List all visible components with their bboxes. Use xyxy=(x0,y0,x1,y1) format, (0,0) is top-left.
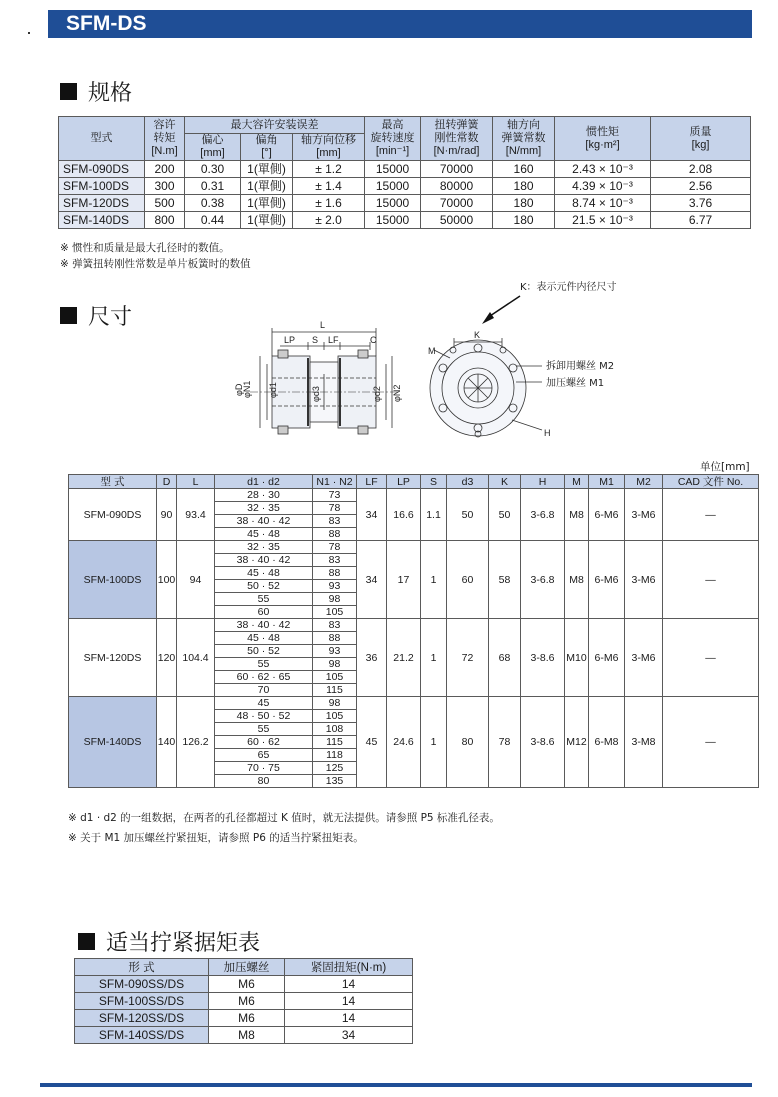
torque-cell-screw: M6 xyxy=(209,993,285,1010)
spec-header-misalign: 最大容许安装误差 xyxy=(185,117,365,134)
spec-header-mass: 质量 [kg] xyxy=(651,117,751,161)
dims-cell-bore-n: 93 xyxy=(313,580,357,593)
dims-cell-bore-d: 55 xyxy=(215,593,313,606)
spec-header-torque: 容许 转矩 [N.m] xyxy=(145,117,185,161)
spec-cell-axial_spring: 180 xyxy=(493,212,555,229)
dims-header-cell: d3 xyxy=(447,475,489,489)
dims-header-cell: L xyxy=(177,475,215,489)
dims-cell-LF: 34 xyxy=(357,541,387,619)
torque-cell-model: SFM-100SS/DS xyxy=(75,993,209,1010)
page-title: SFM-DS xyxy=(66,12,147,35)
dims-cell-M: M8 xyxy=(565,541,589,619)
dims-section-heading xyxy=(60,300,132,331)
spec-cell-stiff: 50000 xyxy=(421,212,493,229)
spec-cell-model: SFM-140DS xyxy=(59,212,145,229)
dims-header-cell: H xyxy=(521,475,565,489)
spec-cell-axial: ± 2.0 xyxy=(293,212,365,229)
spec-cell-stiff: 80000 xyxy=(421,178,493,195)
dims-cell-bore-n: 115 xyxy=(313,684,357,697)
m2-label: 拆卸用螺丝 M2 xyxy=(546,361,615,372)
dims-cell-bore-n: 83 xyxy=(313,515,357,528)
dim-label-N1: φN1 xyxy=(242,380,252,398)
dims-model-cell: SFM-090DS xyxy=(69,489,157,541)
header-bar xyxy=(48,10,752,38)
spec-cell-speed: 15000 xyxy=(365,212,421,229)
dims-cell-H: 3-8.6 xyxy=(521,619,565,697)
dims-model-cell: SFM-120DS xyxy=(69,619,157,697)
spec-cell-axial_spring: 180 xyxy=(493,178,555,195)
dims-header-cell: D xyxy=(157,475,177,489)
dims-cell-cad: — xyxy=(663,697,759,788)
dims-cell-bore-n: 88 xyxy=(313,528,357,541)
dims-cell-M: M10 xyxy=(565,619,589,697)
dims-cell-bore-d: 45 · 48 xyxy=(215,567,313,580)
spec-cell-mass: 3.76 xyxy=(651,195,751,212)
dims-cell-bore-n: 83 xyxy=(313,554,357,567)
dims-cell-bore-d: 32 · 35 xyxy=(215,541,313,554)
dims-header-cell: M xyxy=(565,475,589,489)
dim-label-H: H xyxy=(544,428,551,438)
spec-header-speed: 最高 旋转速度 [min⁻¹] xyxy=(365,117,421,161)
dims-cell-K: 58 xyxy=(489,541,521,619)
spec-cell-mass: 2.08 xyxy=(651,161,751,178)
dims-row xyxy=(69,697,759,710)
dims-header-cell: d1 · d2 xyxy=(215,475,313,489)
spec-note-1: ※ 惯性和质量是最大孔径时的数值。 xyxy=(60,242,230,254)
spec-cell-torque: 800 xyxy=(145,212,185,229)
spec-cell-torque: 300 xyxy=(145,178,185,195)
torque-cell-torque: 14 xyxy=(285,1010,413,1027)
dims-cell-S: 1.1 xyxy=(421,489,447,541)
torque-cell-torque: 14 xyxy=(285,993,413,1010)
dims-cell-L: 104.4 xyxy=(177,619,215,697)
dims-cell-H: 3-8.6 xyxy=(521,697,565,788)
dim-label-L: L xyxy=(320,320,326,330)
spec-cell-stiff: 70000 xyxy=(421,195,493,212)
corner-mark xyxy=(28,32,30,34)
dims-cell-bore-d: 60 · 62 · 65 xyxy=(215,671,313,684)
dims-header-cell: K xyxy=(489,475,521,489)
dims-cell-D: 90 xyxy=(157,489,177,541)
spec-section-title: 规格 xyxy=(88,81,133,106)
dims-cell-LP: 16.6 xyxy=(387,489,421,541)
dims-cell-bore-d: 45 · 48 xyxy=(215,528,313,541)
spec-cell-model: SFM-120DS xyxy=(59,195,145,212)
spec-table xyxy=(58,116,751,229)
spec-header-model: 型式 xyxy=(59,117,145,161)
dims-cell-bore-d: 50 · 52 xyxy=(215,645,313,658)
spec-cell-angle: 1(單側) xyxy=(241,178,293,195)
spec-cell-angle: 1(單側) xyxy=(241,212,293,229)
dims-cell-bore-d: 28 · 30 xyxy=(215,489,313,502)
dims-cell-L: 93.4 xyxy=(177,489,215,541)
dims-cell-LF: 34 xyxy=(357,489,387,541)
dims-cell-L: 94 xyxy=(177,541,215,619)
dims-cell-M2: 3-M6 xyxy=(625,619,663,697)
dims-header-cell: LP xyxy=(387,475,421,489)
dims-cell-M: M8 xyxy=(565,489,589,541)
dims-cell-bore-n: 83 xyxy=(313,619,357,632)
dim-label-D: φD xyxy=(234,383,244,396)
dims-cell-H: 3-6.8 xyxy=(521,541,565,619)
dims-cell-LF: 45 xyxy=(357,697,387,788)
dims-cell-bore-d: 48 · 50 · 52 xyxy=(215,710,313,723)
spec-cell-speed: 15000 xyxy=(365,195,421,212)
dims-header-cell: CAD 文件 No. xyxy=(663,475,759,489)
dim-label-S: S xyxy=(312,335,319,345)
torque-row xyxy=(75,976,413,993)
dim-label-M: M xyxy=(428,346,436,356)
dims-cell-S: 1 xyxy=(421,697,447,788)
footer-bar xyxy=(40,1083,752,1087)
spec-cell-ecc: 0.31 xyxy=(185,178,241,195)
spec-header-stiffness: 扭转弹簧 刚性常数 [N·m/rad] xyxy=(421,117,493,161)
torque-section-heading xyxy=(78,926,260,957)
dims-cell-d3: 60 xyxy=(447,541,489,619)
dims-cell-bore-n: 98 xyxy=(313,697,357,710)
section-bullet-icon xyxy=(78,933,95,950)
spec-cell-stiff: 70000 xyxy=(421,161,493,178)
torque-cell-model: SFM-090SS/DS xyxy=(75,976,209,993)
section-bullet-icon xyxy=(60,83,77,100)
dims-cell-bore-n: 98 xyxy=(313,658,357,671)
spec-cell-inertia: 4.39 × 10⁻³ xyxy=(555,178,651,195)
spec-header-inertia: 惯性矩 [kg·m²] xyxy=(555,117,651,161)
dims-model-cell: SFM-100DS xyxy=(69,541,157,619)
spec-header-eccentricity: 偏心 [mm] xyxy=(185,134,241,161)
spec-header-axial: 轴方向位移 [mm] xyxy=(293,134,365,161)
dims-cell-bore-n: 93 xyxy=(313,645,357,658)
dims-cell-L: 126.2 xyxy=(177,697,215,788)
spec-cell-mass: 2.56 xyxy=(651,178,751,195)
spec-cell-model: SFM-100DS xyxy=(59,178,145,195)
unit-label: 单位[mm] xyxy=(700,461,750,473)
k-note-label: K：表示元件内径尺寸 xyxy=(520,282,617,293)
spec-cell-axial_spring: 160 xyxy=(493,161,555,178)
dim-label-N2: φN2 xyxy=(392,384,402,402)
dims-note-1: ※ d1 · d2 的一组数据，在两者的孔径都超过 K 值时，就无法提供。请参照 P5 标准孔径表。 xyxy=(68,812,500,824)
dims-cell-bore-d: 45 xyxy=(215,697,313,710)
spec-cell-axial: ± 1.2 xyxy=(293,161,365,178)
dims-row xyxy=(69,541,759,554)
section-bullet-icon xyxy=(60,307,77,324)
spec-cell-ecc: 0.30 xyxy=(185,161,241,178)
spec-cell-inertia: 8.74 × 10⁻³ xyxy=(555,195,651,212)
dims-cell-S: 1 xyxy=(421,619,447,697)
spec-row xyxy=(59,212,751,229)
spec-row xyxy=(59,161,751,178)
torque-cell-torque: 14 xyxy=(285,976,413,993)
spec-cell-ecc: 0.38 xyxy=(185,195,241,212)
torque-cell-model: SFM-140SS/DS xyxy=(75,1027,209,1044)
dims-cell-LF: 36 xyxy=(357,619,387,697)
dims-header-cell: 型 式 xyxy=(69,475,157,489)
dim-label-d1: φd1 xyxy=(268,382,278,398)
dims-cell-bore-n: 88 xyxy=(313,632,357,645)
dims-cell-bore-d: 38 · 40 · 42 xyxy=(215,554,313,567)
dims-cell-bore-n: 98 xyxy=(313,593,357,606)
dim-label-K: K xyxy=(474,330,481,340)
dims-cell-S: 1 xyxy=(421,541,447,619)
dims-cell-cad: — xyxy=(663,619,759,697)
torque-row xyxy=(75,993,413,1010)
dims-model-cell: SFM-140DS xyxy=(69,697,157,788)
spec-cell-model: SFM-090DS xyxy=(59,161,145,178)
dims-cell-M1: 6-M6 xyxy=(589,489,625,541)
spec-row xyxy=(59,195,751,212)
torque-header-screw: 加压螺丝 xyxy=(209,959,285,976)
spec-cell-inertia: 21.5 × 10⁻³ xyxy=(555,212,651,229)
dims-cell-d3: 50 xyxy=(447,489,489,541)
dims-cell-M2: 3-M8 xyxy=(625,697,663,788)
dims-cell-M1: 6-M8 xyxy=(589,697,625,788)
torque-cell-screw: M8 xyxy=(209,1027,285,1044)
torque-cell-screw: M6 xyxy=(209,1010,285,1027)
dims-cell-K: 78 xyxy=(489,697,521,788)
torque-cell-torque: 34 xyxy=(285,1027,413,1044)
spec-section-heading xyxy=(60,76,132,107)
dims-cell-bore-d: 70 xyxy=(215,684,313,697)
dims-cell-bore-d: 60 · 62 xyxy=(215,736,313,749)
dims-cell-cad: — xyxy=(663,541,759,619)
spec-cell-axial: ± 1.6 xyxy=(293,195,365,212)
spec-header-angle: 偏角 [°] xyxy=(241,134,293,161)
dimensions-table xyxy=(68,474,759,788)
dims-header-cell: N1 · N2 xyxy=(313,475,357,489)
dim-label-LF: LF xyxy=(328,335,339,345)
dims-cell-LP: 21.2 xyxy=(387,619,421,697)
dim-label-C: C xyxy=(370,335,377,345)
dims-cell-D: 100 xyxy=(157,541,177,619)
dims-cell-bore-d: 38 · 40 · 42 xyxy=(215,619,313,632)
dims-cell-bore-d: 65 xyxy=(215,749,313,762)
torque-cell-screw: M6 xyxy=(209,976,285,993)
dims-cell-bore-n: 105 xyxy=(313,671,357,684)
spec-cell-angle: 1(單側) xyxy=(241,161,293,178)
dims-cell-d3: 72 xyxy=(447,619,489,697)
dims-cell-bore-d: 80 xyxy=(215,775,313,788)
dims-header-cell: S xyxy=(421,475,447,489)
dims-cell-M1: 6-M6 xyxy=(589,541,625,619)
dims-cell-K: 50 xyxy=(489,489,521,541)
torque-row xyxy=(75,1027,413,1044)
dims-header-cell: M2 xyxy=(625,475,663,489)
dims-cell-bore-n: 118 xyxy=(313,749,357,762)
dims-cell-H: 3-6.8 xyxy=(521,489,565,541)
dims-row xyxy=(69,619,759,632)
dims-note-2: ※ 关于 M1 加压螺丝拧紧扭矩，请参照 P6 的适当拧紧扭矩表。 xyxy=(68,832,364,844)
spec-row xyxy=(59,178,751,195)
dims-cell-M1: 6-M6 xyxy=(589,619,625,697)
dims-cell-bore-n: 105 xyxy=(313,710,357,723)
dims-cell-bore-d: 32 · 35 xyxy=(215,502,313,515)
dims-cell-bore-d: 60 xyxy=(215,606,313,619)
spec-cell-ecc: 0.44 xyxy=(185,212,241,229)
dims-cell-bore-d: 38 · 40 · 42 xyxy=(215,515,313,528)
torque-row xyxy=(75,1010,413,1027)
dims-cell-bore-n: 78 xyxy=(313,541,357,554)
dims-cell-M: M12 xyxy=(565,697,589,788)
dims-cell-bore-d: 55 xyxy=(215,723,313,736)
spec-cell-speed: 15000 xyxy=(365,161,421,178)
dim-label-LP: LP xyxy=(284,335,296,345)
torque-header-torque: 紧固扭矩(N·m) xyxy=(285,959,413,976)
spec-cell-speed: 15000 xyxy=(365,178,421,195)
spec-cell-torque: 500 xyxy=(145,195,185,212)
dim-label-d3: φd3 xyxy=(311,386,321,402)
dims-cell-bore-d: 55 xyxy=(215,658,313,671)
torque-section-title: 适当拧紧据矩表 xyxy=(106,931,261,956)
dims-cell-bore-n: 125 xyxy=(313,762,357,775)
spec-note-2: ※ 弹簧扭转刚性常数是单片板簧时的数值 xyxy=(60,258,251,270)
dims-cell-K: 68 xyxy=(489,619,521,697)
dims-cell-bore-n: 78 xyxy=(313,502,357,515)
dims-cell-bore-n: 73 xyxy=(313,489,357,502)
dims-cell-M2: 3-M6 xyxy=(625,489,663,541)
dims-cell-bore-d: 50 · 52 xyxy=(215,580,313,593)
torque-header-model: 形 式 xyxy=(75,959,209,976)
torque-cell-model: SFM-120SS/DS xyxy=(75,1010,209,1027)
dims-cell-bore-n: 135 xyxy=(313,775,357,788)
spec-cell-mass: 6.77 xyxy=(651,212,751,229)
dims-cell-M2: 3-M6 xyxy=(625,541,663,619)
dims-row xyxy=(69,489,759,502)
dims-header-cell: M1 xyxy=(589,475,625,489)
dims-cell-bore-n: 88 xyxy=(313,567,357,580)
spec-cell-angle: 1(單側) xyxy=(241,195,293,212)
m1-label: 加压螺丝 M1 xyxy=(546,378,605,389)
coupling-drawing xyxy=(220,270,650,462)
spec-cell-axial_spring: 180 xyxy=(493,195,555,212)
spec-header-axial-spring: 轴方向 弹簧常数 [N/mm] xyxy=(493,117,555,161)
dims-cell-D: 140 xyxy=(157,697,177,788)
dims-cell-bore-n: 105 xyxy=(313,606,357,619)
spec-cell-axial: ± 1.4 xyxy=(293,178,365,195)
dims-header-cell: LF xyxy=(357,475,387,489)
torque-table xyxy=(74,958,413,1044)
dims-cell-bore-n: 108 xyxy=(313,723,357,736)
dims-section-title: 尺寸 xyxy=(88,305,133,330)
dims-cell-LP: 24.6 xyxy=(387,697,421,788)
dims-cell-bore-d: 70 · 75 xyxy=(215,762,313,775)
dims-cell-bore-d: 45 · 48 xyxy=(215,632,313,645)
spec-cell-torque: 200 xyxy=(145,161,185,178)
spec-cell-inertia: 2.43 × 10⁻³ xyxy=(555,161,651,178)
dim-label-d2: φd2 xyxy=(372,386,382,402)
dims-cell-bore-n: 115 xyxy=(313,736,357,749)
dims-cell-D: 120 xyxy=(157,619,177,697)
dims-cell-d3: 80 xyxy=(447,697,489,788)
dims-cell-cad: — xyxy=(663,489,759,541)
dims-cell-LP: 17 xyxy=(387,541,421,619)
